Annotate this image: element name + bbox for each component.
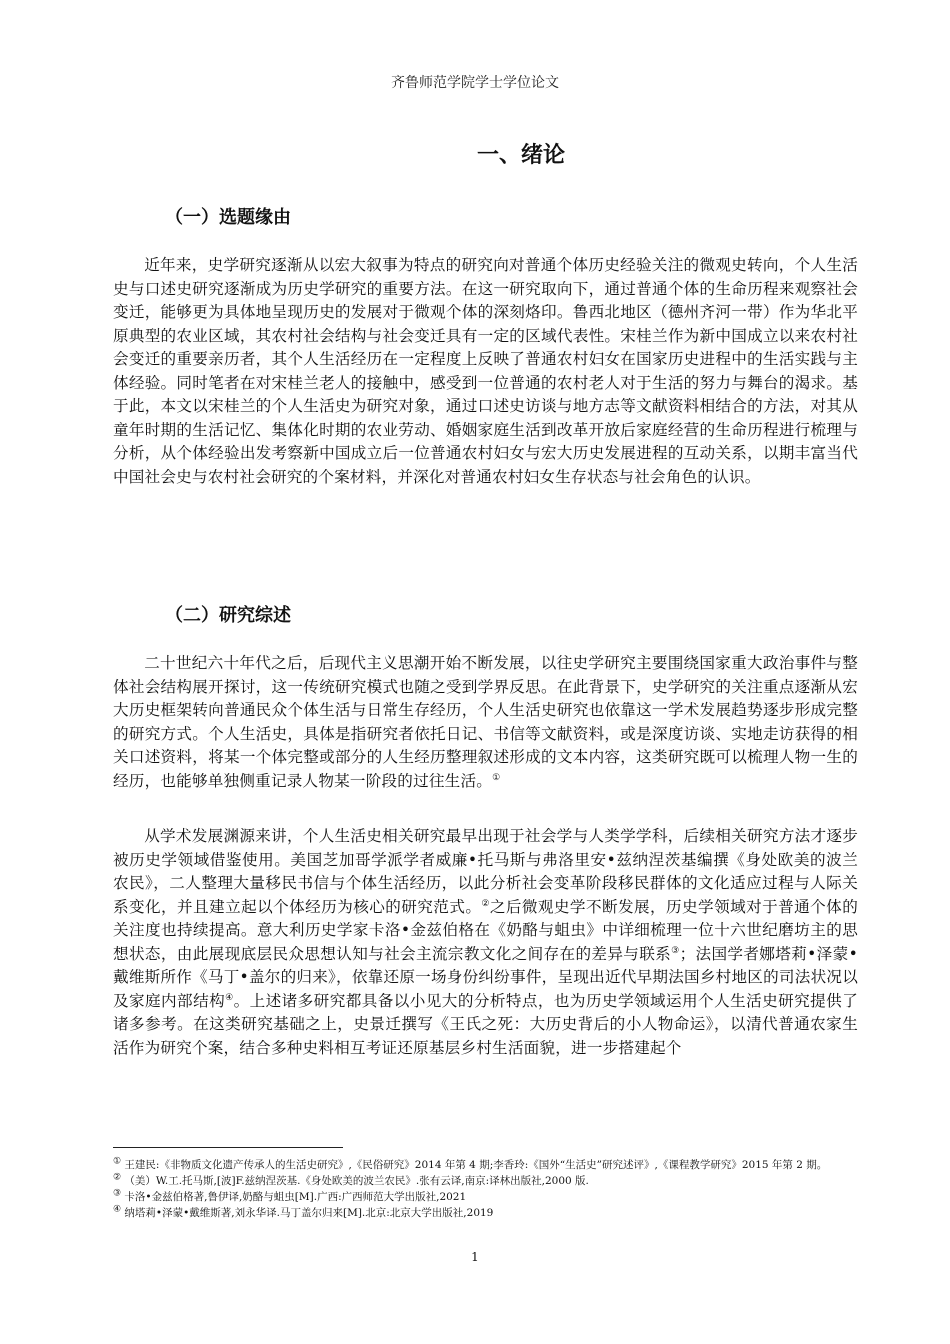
footnote-text: 卡洛•金兹伯格著,鲁伊译,奶酪与蛆虫[M].广西:广西师范大学出版社,2021 bbox=[121, 1191, 467, 1203]
footnotes bbox=[113, 1158, 858, 1222]
page-number: 1 bbox=[471, 1250, 479, 1264]
paragraph-topic-origin: 近年来，史学研究逐渐从以宏大叙事为特点的研究向对普通个体历史经验关注的微观史转向，个人生活史与口述史研究逐渐成为历史学研究的重要方法。在这一研究取向下，通过普通个体的生命历程来观察社会变迁，能够更为具体地呈现历史的发展对于微观个体的深刻烙印。鲁西北地区（德州齐河一带）作为华北平原典型的农业区域，其农村社会结构与社会变迁具有一定的区域代表性。宋桂兰作为新中国成立以来农村社会变迁的重要亲历者，其个人生活经历在一定程度上反映了普通农村妇女在国家历史进程中的生活实践与主体经验。同时笔者在对宋桂兰老人的接触中，感受到一位普通的农村老人对于生活的努力与舞台的渴求。基于此，本文以宋桂兰的个人生活史为研究对象，通过口述史访谈与地方志等文献资料相结合的方法，对其从童年时期的生活记忆、集体化时期的农业劳动、婚姻家庭生活到改革开放后家庭经营的生命历程进行梳理与分析，从个体经验出发考察新中国成立后一位普通农村妇女与宏大历史发展进程的互动关系，以期丰富当代中国社会史与农村社会研究的个案材料，并深化对普通农村妇女生存状态与社会角色的认识。 bbox=[113, 256, 858, 486]
footnote-ref: ③ bbox=[671, 945, 680, 956]
paragraph-text: 从学术发展渊源来讲，个人生活史相关研究最早出现于社会学与人类学学科，后续相关研究方法才逐步被历史学领域借鉴使用。美国芝加哥学派学者威廉•托马斯与弗洛里安•兹纳涅茨基编撰《身处欧美的波兰农民》，二人整理大量移民书信与个体生活经历，以此分析社会变革阶段移民群体的文化适应过程与人际关系变化，并且建立起以个体经历为核心的研究范式。 bbox=[113, 827, 858, 916]
footnote-item bbox=[113, 1206, 858, 1221]
footnote-text: 王建民:《非物质文化遗产传承人的生活史研究》,《民俗研究》2014 年第 4 期;李香玲:《国外“生活史”研究述评》,《课程教学研究》2015 年第 2 期。 bbox=[121, 1159, 828, 1171]
footnote-mark: ② bbox=[113, 1172, 122, 1183]
paragraph-text: 。上述诸多研究都具备以小见大的分析特点，也为历史学领域运用个人生活史研究提供了诸多参考。在这类研究基础之上，史景迁撰写《王氏之死：大历史背后的小人物命运》，以清代普通农家生活作为研究个案，结合多种史料相互考证还原基层乡村生活面貌，进一步搭建起个 bbox=[113, 991, 858, 1057]
footnote-mark: ④ bbox=[113, 1204, 122, 1215]
footnote-mark: ① bbox=[113, 1156, 122, 1167]
paragraph-review-2 bbox=[113, 825, 858, 1060]
section-title-literature-review: （二）研究综述 bbox=[165, 605, 291, 626]
paragraph-text: 之后微观史学不断发展，历史学领域对于普通个体的关注度也持续提高。意大利历史学家卡洛•金兹伯格在《奶酪与蛆虫》中详细梳理一位十六世纪磨坊主的思想状态，由此展现底层民众思想认知与社会主流宗教文化之间存在的差异与联系 bbox=[113, 897, 858, 963]
chapter-title: 一、绪论 bbox=[476, 143, 565, 168]
section-title-topic-origin: （一）选题缘由 bbox=[165, 207, 291, 228]
footnote-ref: ④ bbox=[225, 992, 234, 1003]
paragraph-text: 二十世纪六十年代之后，后现代主义思潮开始不断发展，以往史学研究主要围绕国家重大政治事件与整体社会结构展开探讨，这一传统研究模式也随之受到学界反思。在此背景下，史学研究的关注重点逐渐从宏大历史框架转向普通民众个体生活与日常生存经历，个人生活史研究也依靠这一学术发展趋势逐步形成完整的研究方式。个人生活史，具体是指研究者依托日记、书信等文献资料，或是深度访谈、实地走访获得的相关口述资料，将某一个体完整或部分的人生经历整理叙述形成的文本内容，这类研究既可以梳理人物一生的经历，也能够单独侧重记录人物某一阶段的过往生活。 bbox=[113, 654, 858, 790]
footnote-mark: ③ bbox=[113, 1188, 122, 1199]
footnote-item bbox=[113, 1158, 858, 1173]
paragraph-text: ；法国学者娜塔莉•泽蒙•戴维斯所作《马丁•盖尔的归来》，依靠还原一场身份纠纷事件，呈现出近代早期法国乡村地区的司法状况以及家庭内部结构 bbox=[113, 944, 858, 1010]
running-header: 齐鲁师范学院学士学位论文 bbox=[391, 75, 559, 91]
footnote-text: （美）W.工.托马斯,[波]F.兹纳涅茨基.《身处欧美的波兰农民》.张有云译,南京:译林出版社,2000 版. bbox=[121, 1175, 589, 1187]
footnote-item bbox=[113, 1174, 858, 1189]
footnote-ref: ② bbox=[481, 898, 490, 909]
paragraph-review-1 bbox=[113, 652, 858, 793]
footnote-ref: ① bbox=[492, 772, 501, 783]
footnote-separator bbox=[113, 1147, 343, 1148]
footnote-text: 纳塔莉•泽蒙•戴维斯著,刘永华译.马丁盖尔归来[M].北京:北京大学出版社,2019 bbox=[121, 1207, 494, 1219]
footnote-item bbox=[113, 1190, 858, 1205]
